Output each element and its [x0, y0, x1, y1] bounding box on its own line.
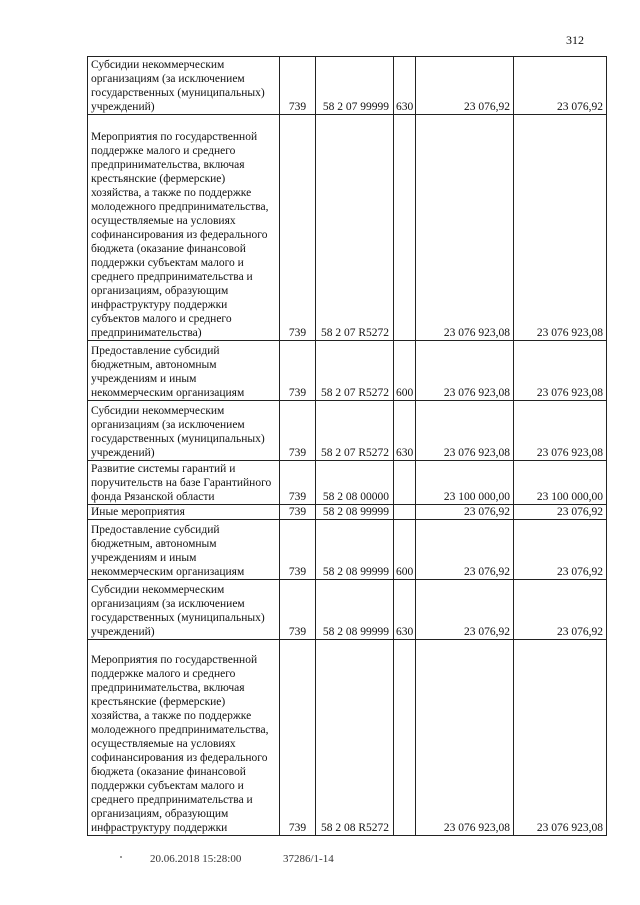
- row-expense-type: 630: [394, 57, 416, 115]
- row-name: Предоставление субсидий бюджетным, автономным учреждениям и иным некоммерческим организациям: [88, 520, 280, 580]
- row-amount-1: 23 076 923,08: [416, 401, 514, 461]
- table-row: [88, 580, 607, 640]
- row-expense-type: 630: [394, 401, 416, 461]
- table-row: [88, 341, 607, 401]
- row-ministry-code: 739: [280, 401, 316, 461]
- row-ministry-code: 739: [280, 520, 316, 580]
- row-article-code: 58 2 08 R5272: [316, 640, 394, 836]
- budget-table: [87, 56, 607, 836]
- row-ministry-code: 739: [280, 461, 316, 505]
- table-row: [88, 115, 607, 341]
- row-name: Субсидии некоммерческим организациям (за исключением государственных (муниципальных) учреждений): [88, 57, 280, 115]
- row-article-code: 58 2 08 99999: [316, 580, 394, 640]
- row-amount-1: 23 076,92: [416, 57, 514, 115]
- row-ministry-code: 739: [280, 341, 316, 401]
- row-amount-2: 23 076,92: [514, 520, 607, 580]
- footer-mark: [120, 856, 122, 858]
- row-article-code: 58 2 07 99999: [316, 57, 394, 115]
- row-name: Развитие системы гарантий и поручительств на базе Гарантийного фонда Рязанской области: [88, 461, 280, 505]
- row-amount-1: 23 076 923,08: [416, 115, 514, 341]
- table-row: [88, 57, 607, 115]
- row-amount-2: 23 076,92: [514, 57, 607, 115]
- footer-doc-id: 37286/1-14: [283, 853, 334, 865]
- table-body: [88, 57, 607, 836]
- row-amount-2: 23 076,92: [514, 505, 607, 520]
- row-expense-type: 600: [394, 520, 416, 580]
- row-article-code: 58 2 07 R5272: [316, 115, 394, 341]
- row-amount-1: 23 076 923,08: [416, 640, 514, 836]
- row-ministry-code: 739: [280, 57, 316, 115]
- row-expense-type: [394, 115, 416, 341]
- row-ministry-code: 739: [280, 580, 316, 640]
- row-article-code: 58 2 07 R5272: [316, 341, 394, 401]
- table-row: [88, 505, 607, 520]
- row-expense-type: [394, 505, 416, 520]
- table-row: [88, 520, 607, 580]
- row-name: Предоставление субсидий бюджетным, автономным учреждениям и иным некоммерческим организациям: [88, 341, 280, 401]
- row-expense-type: [394, 640, 416, 836]
- table-row: [88, 640, 607, 836]
- row-amount-2: 23 076 923,08: [514, 115, 607, 341]
- table-row: [88, 461, 607, 505]
- row-amount-2: 23 076 923,08: [514, 640, 607, 836]
- row-ministry-code: 739: [280, 115, 316, 341]
- row-amount-2: 23 076 923,08: [514, 341, 607, 401]
- row-name: Субсидии некоммерческим организациям (за исключением государственных (муниципальных) учреждений): [88, 580, 280, 640]
- row-article-code: 58 2 07 R5272: [316, 401, 394, 461]
- row-article-code: 58 2 08 00000: [316, 461, 394, 505]
- footer-timestamp: 20.06.2018 15:28:00: [150, 853, 242, 865]
- row-amount-1: 23 076 923,08: [416, 341, 514, 401]
- row-amount-1: 23 100 000,00: [416, 461, 514, 505]
- row-expense-type: 630: [394, 580, 416, 640]
- row-name: Иные мероприятия: [88, 505, 280, 520]
- row-name: Мероприятия по государственной поддержке малого и среднего предпринимательства, включая крестьянские (фермерские) хозяйства, а также по поддержке молодежного предпринимательства, осуществляемые на условиях софинансирования из федерального бюджета (оказание финансовой поддержки субъектам малого и среднего предпринимательства и организациям, образующим инфраструктуру поддержки субъектов малого и среднего предпринимательства): [88, 115, 280, 341]
- row-article-code: 58 2 08 99999: [316, 505, 394, 520]
- row-amount-2: 23 076 923,08: [514, 401, 607, 461]
- row-amount-1: 23 076,92: [416, 520, 514, 580]
- row-amount-2: 23 100 000,00: [514, 461, 607, 505]
- page-number: 312: [566, 33, 584, 47]
- table-row: [88, 401, 607, 461]
- row-expense-type: [394, 461, 416, 505]
- row-amount-1: 23 076,92: [416, 580, 514, 640]
- row-article-code: 58 2 08 99999: [316, 520, 394, 580]
- row-ministry-code: 739: [280, 640, 316, 836]
- row-ministry-code: 739: [280, 505, 316, 520]
- row-amount-1: 23 076,92: [416, 505, 514, 520]
- row-amount-2: 23 076,92: [514, 580, 607, 640]
- row-name: Субсидии некоммерческим организациям (за исключением государственных (муниципальных) учреждений): [88, 401, 280, 461]
- row-name: Мероприятия по государственной поддержке малого и среднего предпринимательства, включая крестьянские (фермерские) хозяйства, а также по поддержке молодежного предпринимательства, осуществляемые на условиях софинансирования из федерального бюджета (оказание финансовой поддержки субъектам малого и среднего предпринимательства и организациям, образующим инфраструктуру поддержки: [88, 640, 280, 836]
- row-expense-type: 600: [394, 341, 416, 401]
